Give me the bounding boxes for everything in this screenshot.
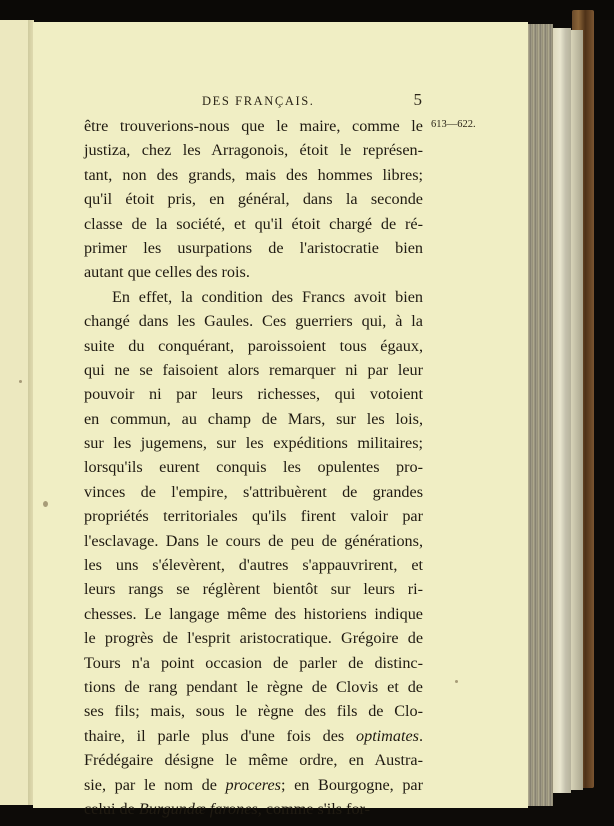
page-stack-edge-outer	[553, 28, 571, 793]
text-line: autant que celles des rois.	[84, 263, 250, 282]
text-line: Frédégaire désigne le même ordre, en Austra-	[84, 751, 423, 770]
page-header	[84, 92, 424, 112]
italic-term: proceres	[225, 775, 281, 794]
text-line: chesses. Le langage même des historiens indique	[84, 604, 423, 623]
text-line: leurs rangs se réglèrent bientôt sur leurs ri-	[84, 580, 423, 599]
body-text	[84, 114, 423, 821]
text-line: qui ne se faisoient alors remarquer ni par leur	[84, 360, 423, 379]
text-line: l'esclavage. Dans le cours de peu de générations,	[84, 531, 423, 550]
foxing-spot	[19, 380, 22, 383]
text-fragment: sie, par le nom de	[84, 775, 226, 794]
book-cover-top	[0, 0, 614, 20]
text-line: En effet, la condition des Francs avoit bien	[112, 287, 423, 306]
text-line: suite du conquérant, paroissoient tous égaux,	[84, 336, 423, 355]
text-line	[84, 724, 423, 748]
italic-term: optimates	[356, 726, 419, 745]
text-line: tions de rang pendant le règne de Clovis et de	[84, 677, 423, 696]
page-stack-edge-far	[571, 30, 583, 790]
text-line	[84, 797, 423, 821]
text-line: Tours n'a point occasion de parler de distinc-	[84, 653, 423, 672]
text-line: pouvoir ni par leurs richesses, qui votoient	[84, 385, 423, 404]
text-line: lorsqu'ils eurent conquis les opulentes pro-	[84, 458, 423, 477]
text-fragment: ; en Bourgogne, par	[281, 775, 423, 794]
page-number: 5	[413, 90, 422, 109]
foxing-spot	[43, 501, 48, 507]
margin-note-dates: 613—622.	[431, 119, 476, 130]
text-line	[84, 773, 423, 797]
text-line: les uns s'élevèrent, d'autres s'appauvrirent, et	[84, 556, 423, 575]
text-line: être trouverions-nous que le maire, comme le	[84, 117, 423, 135]
text-line: ses fils; mais, sous le règne des fils de Clo-	[84, 702, 423, 721]
text-fragment: , comme s'ils for-	[257, 799, 371, 818]
foxing-spot	[455, 680, 458, 683]
italic-term: Burgundæ farones	[138, 799, 258, 818]
text-line: sur les jugemens, sur les expéditions militaires;	[84, 434, 423, 453]
text-line: vinces de l'empire, s'attribuèrent de grandes	[84, 482, 423, 501]
text-line: le progrès de l'esprit aristocratique. Grégoire de	[84, 629, 423, 648]
text-line: en commun, au champ de Mars, sur les lois,	[84, 409, 423, 428]
text-line: justiza, chez les Arragonois, étoit le représen-	[84, 141, 423, 160]
text-line: changé dans les Gaules. Ces guerriers qui, à la	[84, 312, 423, 331]
text-line: classe de la société, et qu'il étoit chargé de ré-	[84, 214, 423, 233]
text-line: propriétés territoriales qu'ils firent valoir par	[84, 507, 423, 526]
text-line: tant, non des grands, mais des hommes libres;	[84, 165, 423, 184]
running-head: DES FRANÇAIS.	[202, 94, 315, 108]
text-line: primer les usurpations de l'aristocratie bien	[84, 238, 423, 257]
page-stack-edge	[527, 24, 553, 806]
text-fragment: celui de	[84, 799, 139, 818]
text-line: qu'il étoit pris, en général, dans la seconde	[84, 190, 423, 209]
text-fragment: thaire, il parle plus d'une fois des	[84, 726, 356, 745]
text-fragment: .	[418, 726, 423, 745]
